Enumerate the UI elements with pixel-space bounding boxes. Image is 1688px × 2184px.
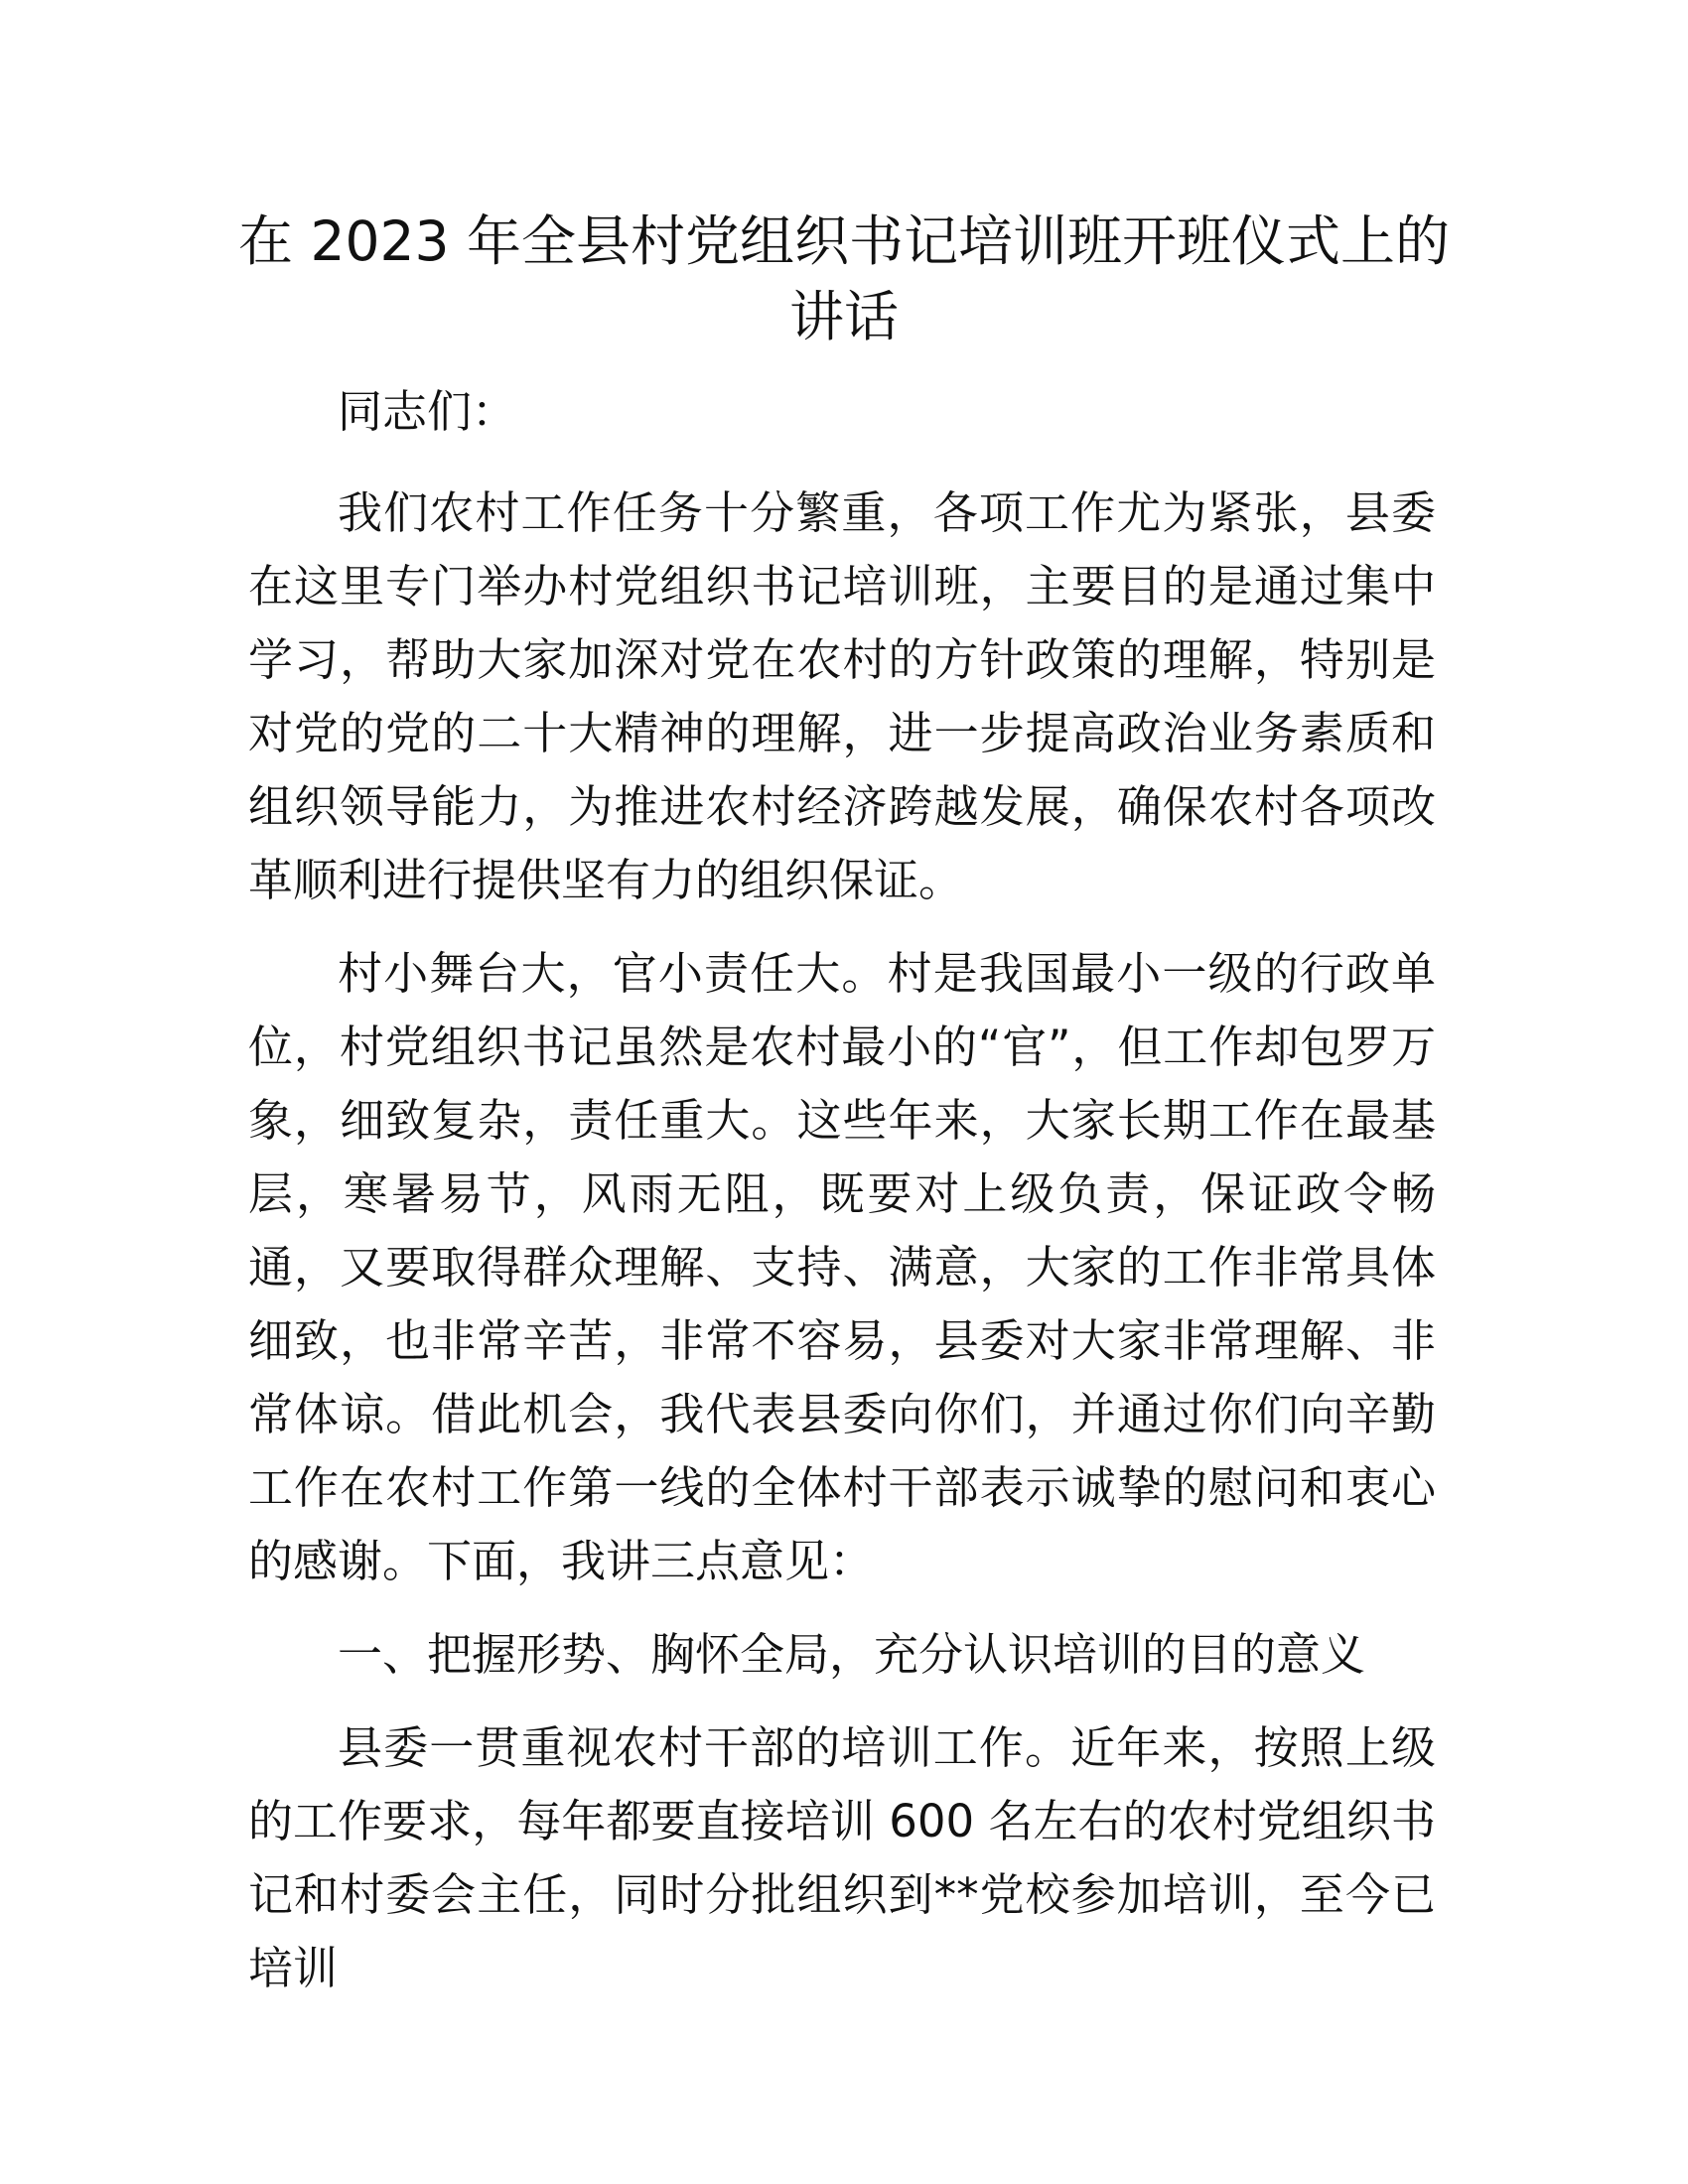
body-paragraph: 我们农村工作任务十分繁重，各项工作尤为紧张，县委在这里专门举办村党组织书记培训班，主要目的是通过集中学习，帮助大家加深对党在农村的方针政策的理解，特别是对党的党的二十大精神的理解，进一步提高政治业务素质和组织领导能力，为推进农村经济跨越发展，确保农村各项改革顺利进行提供坚有力的组织保证。 <box>248 486 1436 906</box>
document-title: 在 2023 年全县村党组织书记培训班开班仪式上的讲话 <box>238 209 1450 348</box>
body-paragraph: 县委一贯重视农村干部的培训工作。近年来，按照上级的工作要求，每年都要直接培训 600 名左右的农村党组织书记和村委会主任，同时分批组织到**党校参加培训，至今已培训 <box>248 1721 1436 1994</box>
document-body <box>248 375 1436 2025</box>
body-paragraph: 村小舞台大，官小责任大。村是我国最小一级的行政单位，村党组织书记虽然是农村最小的“官”，但工作却包罗万象，细致复杂，责任重大。这些年来，大家长期工作在最基层，寒暑易节，风雨无阻，既要对上级负责，保证政令畅通，又要取得群众理解、支持、满意，大家的工作非常具体细致，也非常辛苦，非常不容易，县委对大家非常理解、非常体谅。借此机会，我代表县委向你们，并通过你们向辛勤工作在农村工作第一线的全体村干部表示诚挚的慰问和衷心的感谢。下面，我讲三点意见： <box>248 947 1436 1587</box>
greeting-paragraph: 同志们： <box>338 385 517 438</box>
section-heading: 一、把握形势、胸怀全局，充分认识培训的目的意义 <box>338 1628 1366 1681</box>
